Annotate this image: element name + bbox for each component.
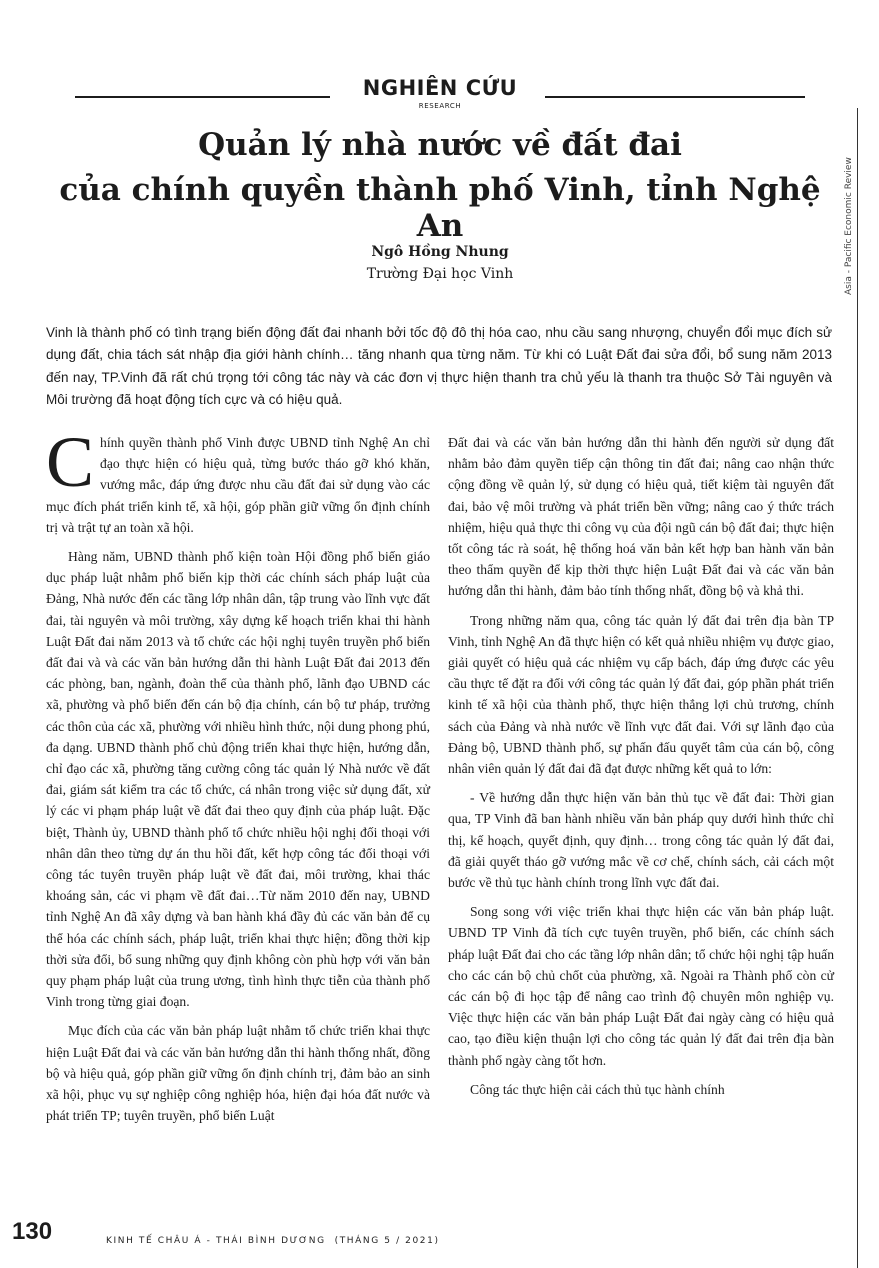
paragraph: Mục đích của các văn bản pháp luật nhằm tổ chức triển khai thực hiện Luật Đất đai và các văn bản hướng dẫn thi hành thống nhất, đồng bộ và hiệu quả, góp phần giữ vững ổn định chính trị, đảm bảo an sinh xã hội, phục vụ sự nghiệp công nghiệp hóa, hiện đại hóa đất nước và phát triển TP; tuyên truyền, phổ biến Luật bbox=[46, 1023, 430, 1124]
page-number: 130 bbox=[12, 1218, 53, 1245]
section-sublabel: RESEARCH bbox=[418, 102, 462, 110]
author-affiliation: Trường Đại học Vinh bbox=[366, 266, 514, 282]
article-title-line2: của chính quyền thành phố Vinh, tỉnh Nghệ An bbox=[59, 172, 821, 244]
paragraph: Song song với việc triển khai thực hiện các văn bản pháp luật. UBND TP Vinh đã tích cực tuyên truyền, phổ biến, các chính sách pháp luật Đất đai cho các tầng lớp nhân dân; tổ chức hội nghị tập huấn cho các cán bộ chủ chốt của phường, xã. Ngoài ra Thành phố còn cử các cán bộ đi học tập để nâng cao trình độ chuyên môn nghiệp vụ. Việc thực hiện các văn bản pháp Luật Đất đai ngày càng có hiệu quả cao, tạo điều kiện thuận lợi cho công tác quản lý đất đai trên địa bàn thành phố ngày càng tốt hơn. bbox=[448, 904, 834, 1068]
paragraph: Công tác thực hiện cải cách thủ tục hành chính bbox=[470, 1081, 725, 1097]
paragraph: Hàng năm, UBND thành phố kiện toàn Hội đồng phổ biến giáo dục pháp luật nhằm phổ biến kịp thời các chính sách pháp luật của Đảng, Nhà nước đến các tầng lớp nhân dân, tập trung vào lĩnh vực đất đai, tài nguyên và môi trường, xây dựng kế hoạch triển khai thi hành Luật Đất đai năm 2013 và tổ chức các hội nghị tuyên truyền phổ biến đất đai và và các văn bản hướng dẫn thi hành Luật Đất đai 2013 đến các phòng, ban, ngành, đoàn thể của thành phố, lãnh đạo UBND các xã, phường và phổ biến đến cán bộ địa chính, cán bộ tư pháp, trưởng các thôn của các xã, phường với nhiều hình thức, nội dung phong phú, đa dạng. UBND thành phố chủ động triển khai thực hiện, hướng dẫn, chỉ đạo các xã, phường tăng cường công tác quản lý Nhà nước về đất đai, giám sát kiểm tra các tổ chức, cá nhân trong việc sử dụng đất, xử lý các vi phạm pháp luật về đất đai theo quy định của pháp luật. Đặc biệt, Thành ủy, UBND thành phố tổ chức nhiều hội nghị đối thoại với nhân dân theo từng dự án thu hồi đất, kết hợp công tác đối thoại với công tác tuyên truyền pháp luật về đất đai, môi trường, khai thác khoáng sản, các vi phạm về đất đai…Từ năm 2010 đến nay, UBND tỉnh Nghệ An đã xây dựng và ban hành khá đầy đủ các văn bản để cụ thể hóa các chính sách, pháp luật, triển khai thực hiện; đồng thời kịp thời sửa đổi, bổ sung những quy định không còn phù hợp với văn bản quy phạm pháp luật của trung ương, tình hình thực tiễn của thành phố Vinh trong từng giai đoạn. bbox=[46, 549, 430, 1010]
body-column-left bbox=[46, 422, 430, 1135]
body-column-right bbox=[448, 432, 834, 1108]
drop-cap: C bbox=[46, 422, 95, 502]
paragraph: Chính quyền thành phố Vinh được UBND tỉnh Nghệ An chỉ đạo thực hiện có hiệu quả, từng bước tháo gỡ khó khăn, vướng mắc, đáp ứng được nhu cầu đất đai sử dụng vào các mục đích phát triển kinh tế, xã hội, góp phần giữ vững ổn định chính trị và trật tự an toàn xã hội. bbox=[46, 422, 430, 535]
margin-rule bbox=[857, 108, 858, 1268]
header-rule-right bbox=[545, 96, 805, 98]
abstract: Vinh là thành phố có tình trạng biến động đất đai nhanh bởi tốc độ đô thị hóa cao, nhu cầu sang nhượng, chuyển đổi mục đích sử dụng đất, chia tách sát nhập địa giới hành chính… tăng nhanh qua từng năm. Từ khi có Luật Đất đai sửa đổi, bổ sung năm 2013 đến nay, TP.Vinh đã rất chú trọng tới công tác này và các đơn vị thực hiện thanh tra chủ yếu là thanh tra thuộc Sở Tài nguyên và Môi trường đã hoạt động tích cực và có hiệu quả. bbox=[46, 325, 832, 407]
author-name: Ngô Hồng Nhung bbox=[371, 244, 509, 260]
header-rule-left bbox=[75, 96, 330, 98]
paragraph: - Về hướng dẫn thực hiện văn bản thủ tục về đất đai: Thời gian qua, TP Vinh đã ban hành nhiều văn bản pháp quy dưới hình thức chỉ thị, kế hoạch, quyết định, quy định… trong công tác quản lý đất đai, đã giải quyết tháo gỡ vướng mắc về cơ chế, chính sách, cải cách một bước về thủ tục hành chính trong lĩnh vực đất đai. bbox=[448, 790, 834, 891]
paragraph: Trong những năm qua, công tác quản lý đất đai trên địa bàn TP Vinh, tỉnh Nghệ An đã thực hiện có kết quả nhiều nhiệm vụ được giao, giải quyết có hiệu quả các nhiệm vụ cấp bách, đáp ứng được các yêu cầu thực tế đặt ra đối với công tác quản lý đất đai, góp phần phát triển kinh tế xã hội của thành phố, thực hiện thắng lợi chủ trương, chính sách của Đảng và nhà nước về lĩnh vực đất đai. Với sự lãnh đạo của Đảng bộ, UBND thành phố, sự phấn đấu quyết tâm của cán bộ, công nhân viên quản lý đất đai đã đạt được những kết quả to lớn: bbox=[448, 612, 834, 777]
article-title-line1: Quản lý nhà nước về đất đai bbox=[198, 127, 682, 163]
paragraph: Đất đai và các văn bản hướng dẫn thi hành đến người sử dụng đất nhằm bảo đảm quyền tiếp cận thông tin đất đai; nâng cao nhận thức cộng đồng về quản lý, sử dụng có hiệu quả, tiết kiệm tài nguyên đất đai, bảo vệ môi trường và phát triển bền vững; nâng cao ý thức trách nhiệm, hiệu quả thực thi công vụ của đội ngũ cán bộ đất đai; thực hiện tốt công tác rà soát, hệ thống hoá văn bản kết hợp ban hành văn bản theo thẩm quyền để kịp thời thực hiện Luật Đất đai và các văn bản hướng dẫn thi hành, đảm bảo tính thống nhất, đồng bộ và khả thi. bbox=[448, 435, 834, 599]
journal-side-text: Asia - Pacific Economic Review bbox=[844, 157, 854, 295]
footer-issue: (THÁNG 5 / 2021) bbox=[334, 1236, 440, 1246]
section-label: NGHIÊN CỨU bbox=[362, 76, 518, 100]
footer-journal: KINH TẾ CHÂU Á - THÁI BÌNH DƯƠNG (THÁNG 5 / 2021) bbox=[106, 1236, 440, 1246]
